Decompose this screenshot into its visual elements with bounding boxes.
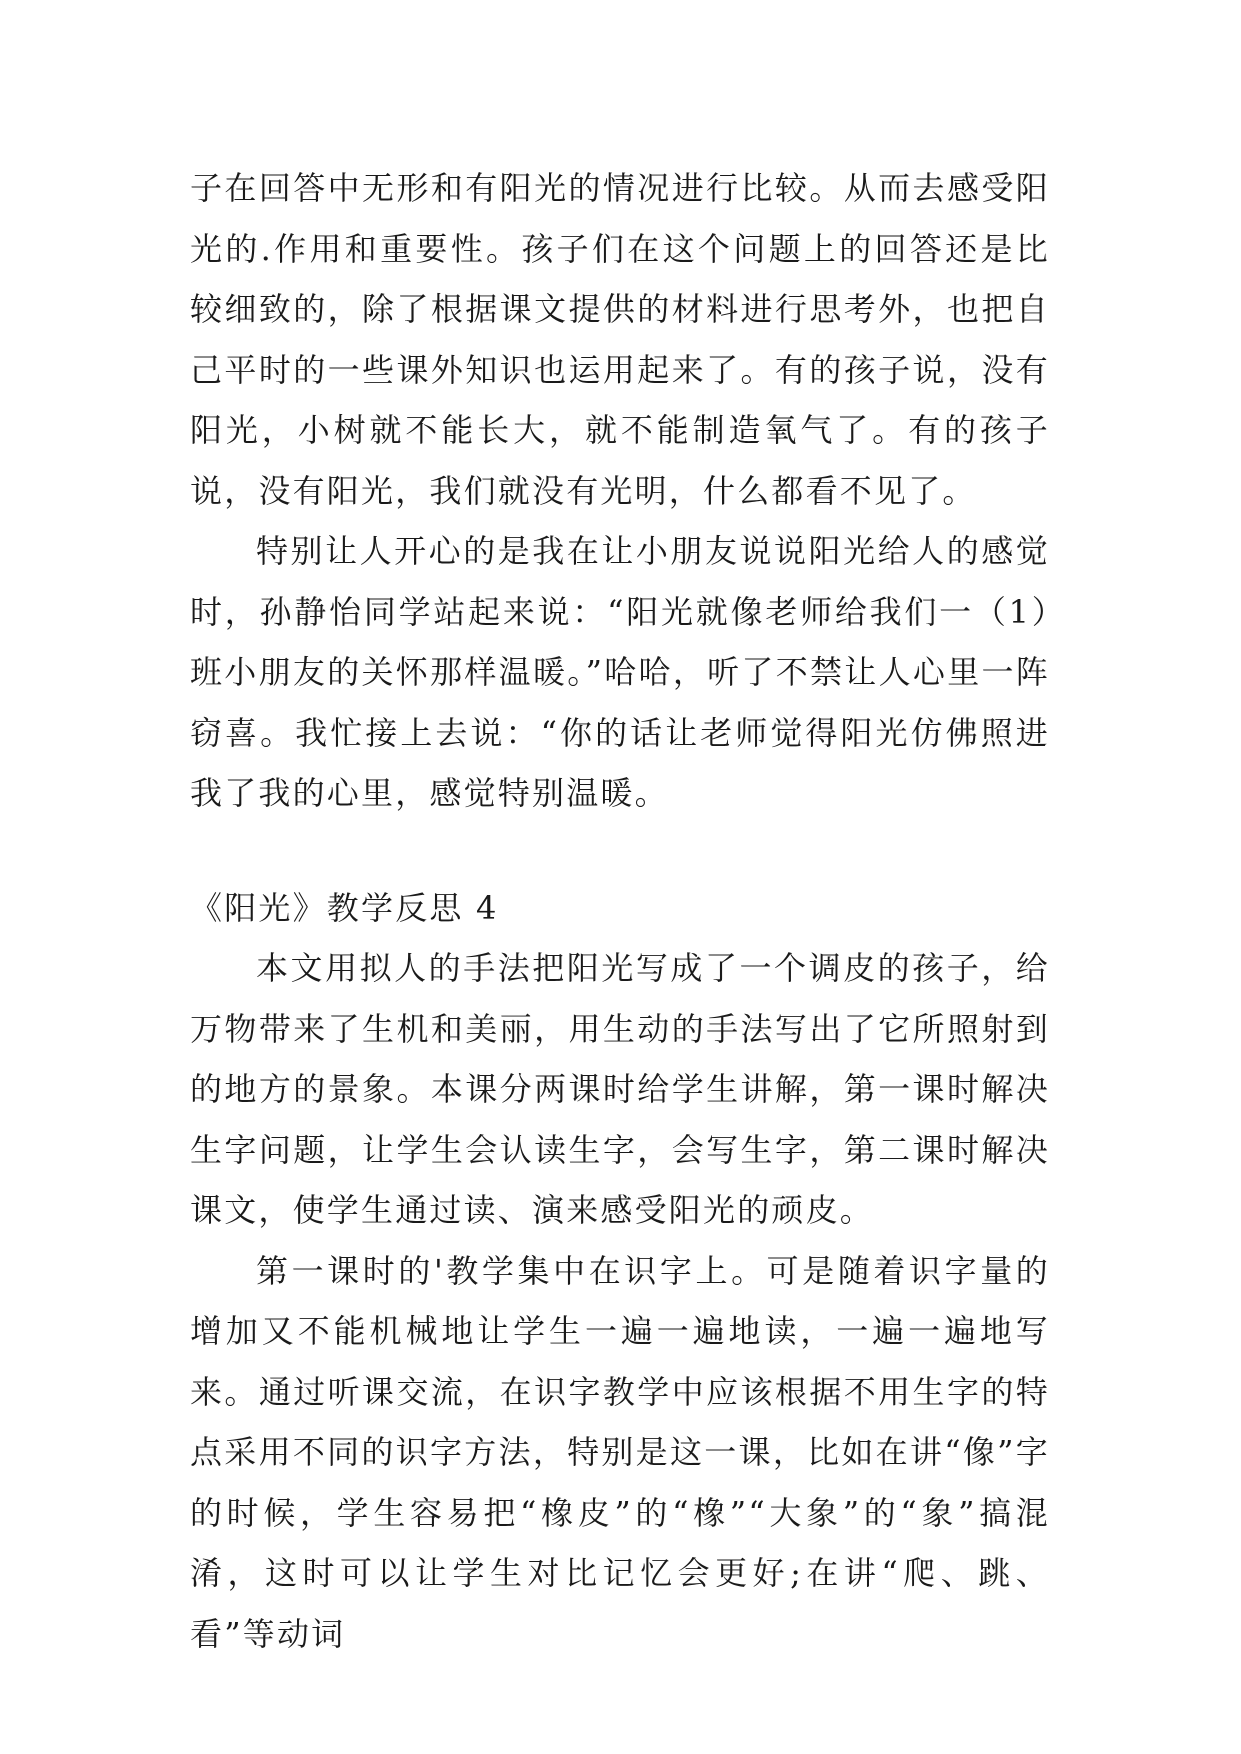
section-heading: 《阳光》教学反思 4: [190, 888, 499, 927]
paragraph-1: 子在回答中无形和有阳光的情况进行比较。从而去感受阳光的.作用和重要性。孩子们在这个问题上的回答还是比较细致的，除了根据课文提供的材料进行思考外，也把自己平时的一些课外知识也运用起来了。有的孩子说，没有阳光，小树就不能长大，就不能制造氧气了。有的孩子说，没有阳光，我们就没有光明，什么都看不见了。: [190, 169, 1050, 510]
paragraph-4: 第一课时的'教学集中在识字上。可是随着识字量的增加又不能机械地让学生一遍一遍地读，一遍一遍地写来。通过听课交流，在识字教学中应该根据不用生字的特点采用不同的识字方法，特别是这一课，比如在讲“像”字的时候，学生容易把“橡皮”的“橡”“大象”的“象”搞混淆，这时可以让学生对比记忆会更好;在讲“爬、跳、看”等动词: [190, 1251, 1050, 1653]
document-body: [190, 158, 1050, 1664]
paragraph-3: 本文用拟人的手法把阳光写成了一个调皮的孩子，给万物带来了生机和美丽，用生动的手法写出了它所照射到的地方的景象。本课分两课时给学生讲解，第一课时解决生字问题，让学生会认读生字，会写生字，第二课时解决课文，使学生通过读、演来感受阳光的顽皮。: [190, 949, 1050, 1229]
paragraph-2: 特别让人开心的是我在让小朋友说说阳光给人的感觉时，孙静怡同学站起来说：“阳光就像老师给我们一（1）班小朋友的关怀那样温暖。”哈哈，听了不禁让人心里一阵窃喜。我忙接上去说：“你的话让老师觉得阳光仿佛照进我了我的心里，感觉特别温暖。: [190, 532, 1050, 812]
